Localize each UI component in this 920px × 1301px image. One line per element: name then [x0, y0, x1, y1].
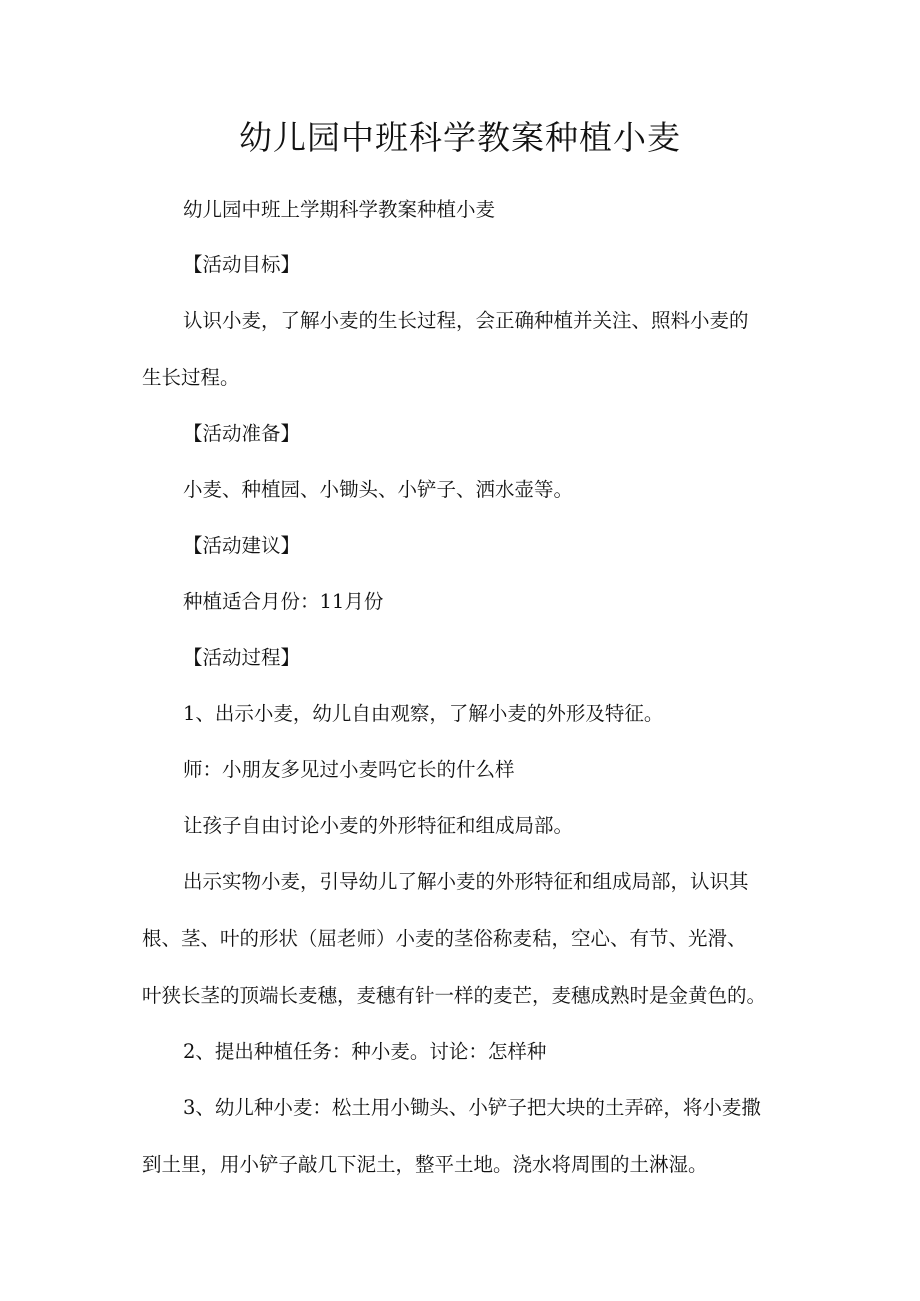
paragraph-line: 1、出示小麦，幼儿自由观察，了解小麦的外形及特征。	[183, 702, 664, 725]
subtitle-line: 幼儿园中班上学期科学教案种植小麦	[183, 198, 496, 221]
paragraph-line: 让孩子自由讨论小麦的外形特征和组成局部。	[183, 814, 574, 837]
section-heading-process: 【活动过程】	[183, 646, 301, 669]
paragraph-line: 3、幼儿种小麦：松土用小锄头、小铲子把大块的土弄碎，将小麦撒	[183, 1096, 761, 1119]
paragraph-line: 到土里，用小铲子敲几下泥土，整平土地。浇水将周围的土淋湿。	[142, 1153, 708, 1176]
section-heading-goals: 【活动目标】	[183, 253, 301, 276]
paragraph-line: 师：小朋友多见过小麦吗它长的什么样	[183, 758, 515, 781]
paragraph-line: 小麦、种植园、小锄头、小铲子、洒水壶等。	[183, 478, 574, 501]
paragraph-line: 2、提出种植任务：种小麦。讨论：怎样种	[183, 1040, 547, 1063]
paragraph-line: 根、茎、叶的形状（屈老师）小麦的茎俗称麦秸，空心、有节、光滑、	[142, 927, 747, 950]
section-heading-preparation: 【活动准备】	[183, 422, 301, 445]
section-heading-suggestions: 【活动建议】	[183, 534, 301, 557]
paragraph-line: 生长过程。	[142, 366, 240, 389]
paragraph-line: 认识小麦，了解小麦的生长过程，会正确种植并关注、照料小麦的	[183, 309, 749, 332]
paragraph-line: 叶狭长茎的顶端长麦穗，麦穗有针一样的麦芒，麦穗成熟时是金黄色的。	[142, 984, 767, 1007]
document-title: 幼儿园中班科学教案种植小麦	[239, 118, 681, 157]
paragraph-line: 种植适合月份：11月份	[183, 590, 384, 613]
paragraph-line: 出示实物小麦，引导幼儿了解小麦的外形特征和组成局部，认识其	[183, 870, 749, 893]
